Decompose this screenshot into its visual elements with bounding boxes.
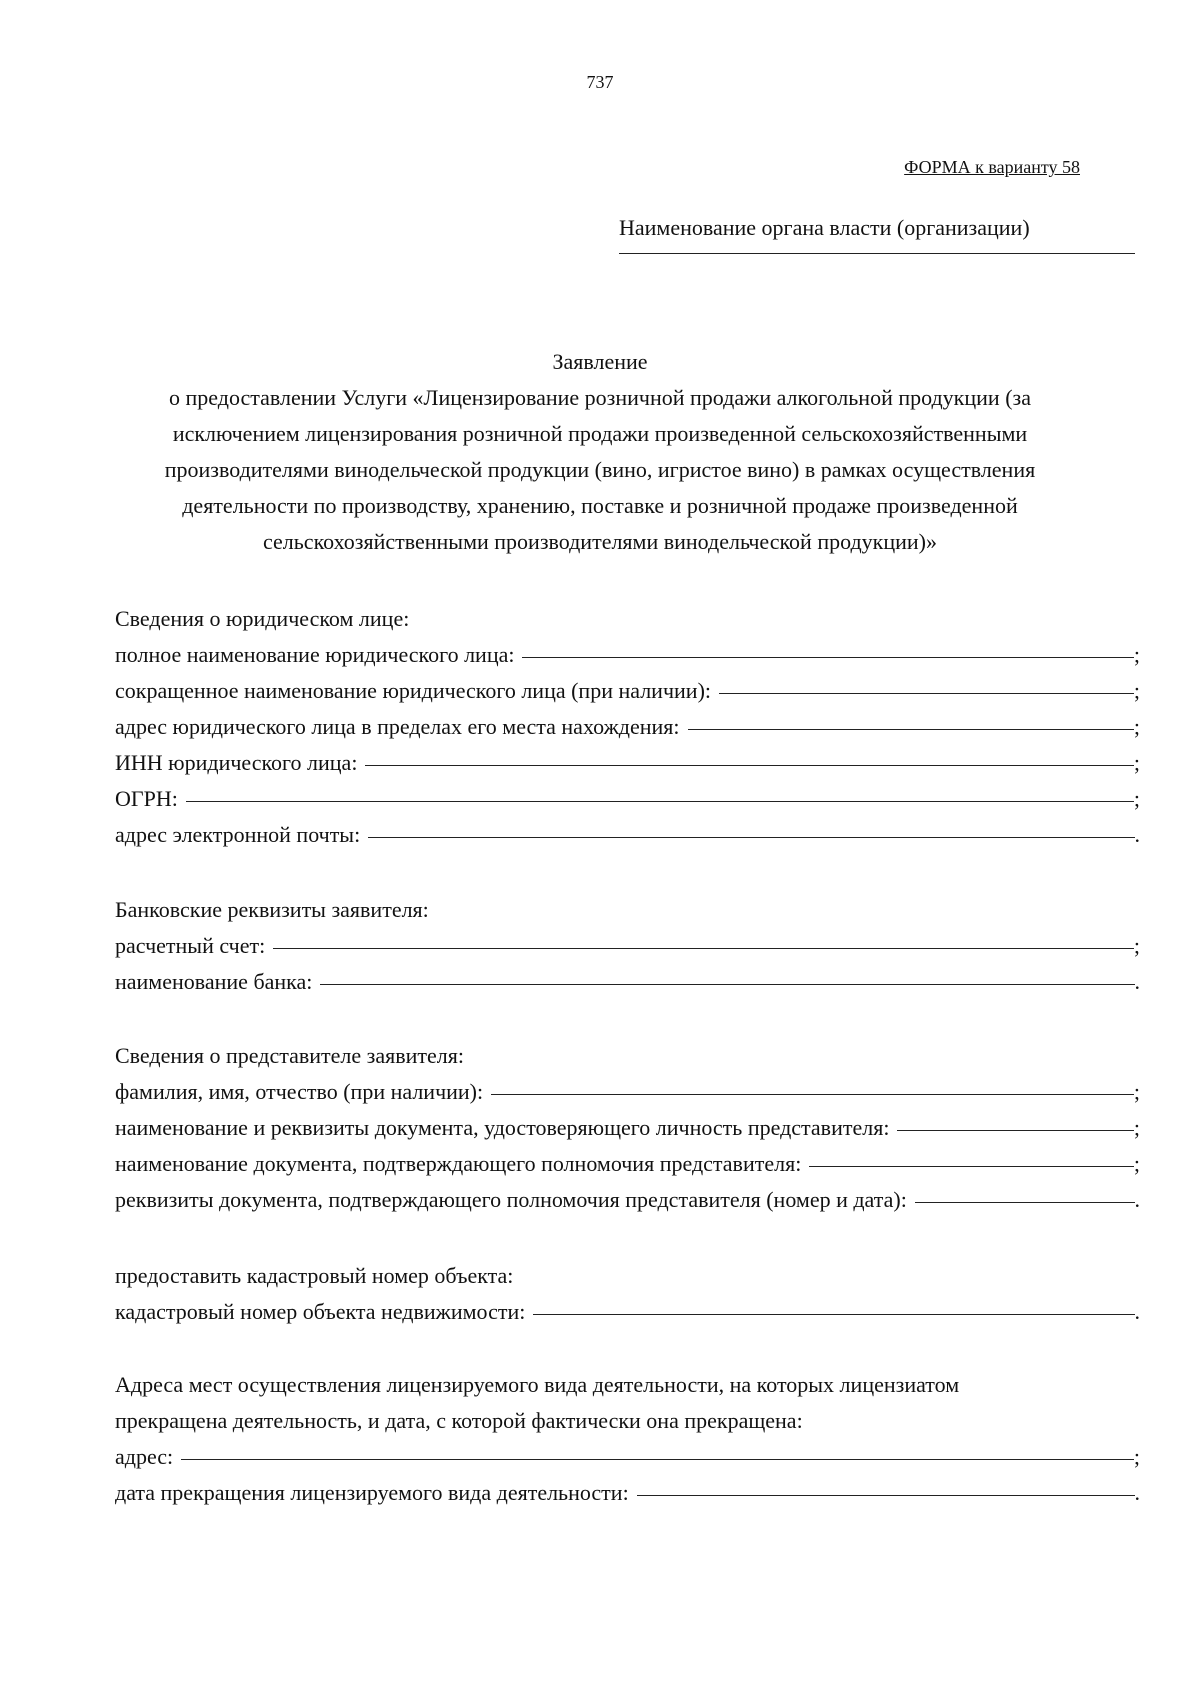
section-heading: Сведения о юридическом лице: — [115, 606, 410, 631]
field-end-mark: ; — [1133, 933, 1140, 958]
legal-entity-section — [115, 601, 1140, 853]
field-activity-address — [115, 1439, 1140, 1475]
field-rep-authority-details — [115, 1182, 1140, 1218]
field-label: фамилия, имя, отчество (при наличии): — [115, 1079, 484, 1104]
field-label: расчетный счет: — [115, 933, 266, 958]
application-title — [100, 344, 1100, 560]
field-end-mark: ; — [1133, 1444, 1140, 1469]
blank-line — [809, 1166, 1134, 1167]
field-cadastral-number — [115, 1294, 1140, 1330]
field-ogrn — [115, 781, 1140, 817]
field-rep-authority-document — [115, 1146, 1140, 1182]
field-end-mark: ; — [1133, 642, 1140, 667]
blank-line — [365, 765, 1133, 766]
blank-line — [320, 984, 1134, 985]
title-line: производителями винодельческой продукции (вино, игристое вино) в рамках осуществления — [164, 457, 1036, 482]
field-end-mark: ; — [1133, 1151, 1140, 1176]
section-heading: Адреса мест осуществления лицензируемого вида деятельности, на которых лицензиатом — [115, 1372, 960, 1397]
blank-line — [533, 1314, 1134, 1315]
addresses-section — [115, 1367, 1140, 1511]
field-label: адрес юридического лица в пределах его места нахождения: — [115, 714, 680, 739]
field-rep-id-document — [115, 1110, 1140, 1146]
field-label: кадастровый номер объекта недвижимости: — [115, 1299, 526, 1324]
blank-line — [368, 837, 1134, 838]
field-label: дата прекращения лицензируемого вида деятельности: — [115, 1480, 629, 1505]
bank-section — [115, 892, 1140, 1000]
title-line: сельскохозяйственными производителями винодельческой продукции)» — [263, 529, 937, 554]
field-bank-name — [115, 964, 1140, 1000]
section-heading: предоставить кадастровый номер объекта: — [115, 1263, 514, 1288]
field-rep-name — [115, 1074, 1140, 1110]
field-end-mark: ; — [1133, 678, 1140, 703]
field-end-mark: . — [1134, 1299, 1140, 1324]
title-line: о предоставлении Услуги «Лицензирование розничной продажи алкогольной продукции (за — [169, 385, 1031, 410]
blank-line — [522, 657, 1133, 658]
blank-line — [273, 948, 1134, 949]
field-address — [115, 709, 1140, 745]
blank-line — [186, 801, 1134, 802]
blank-line — [915, 1202, 1135, 1203]
field-label: полное наименование юридического лица: — [115, 642, 515, 667]
section-heading: Банковские реквизиты заявителя: — [115, 897, 429, 922]
field-end-mark: . — [1134, 1187, 1140, 1212]
authority-label: Наименование органа власти (организации) — [619, 215, 1030, 240]
field-end-mark: ; — [1133, 1079, 1140, 1104]
field-label: наименование документа, подтверждающего полномочия представителя: — [115, 1151, 802, 1176]
blank-line — [181, 1459, 1134, 1460]
field-label: адрес электронной почты: — [115, 822, 361, 847]
title-line: деятельности по производству, хранению, поставке и розничной продаже произведенной — [182, 493, 1018, 518]
field-full-name — [115, 637, 1140, 673]
title-heading: Заявление — [552, 349, 648, 374]
field-account — [115, 928, 1140, 964]
page-number: 737 — [586, 72, 614, 92]
field-label: наименование банка: — [115, 969, 313, 994]
field-label: ОГРН: — [115, 786, 178, 811]
field-end-mark: ; — [1133, 714, 1140, 739]
field-label: адрес: — [115, 1444, 174, 1469]
field-termination-date — [115, 1475, 1140, 1511]
field-short-name — [115, 673, 1140, 709]
form-variant-label: ФОРМА к варианту 58 — [904, 157, 1080, 177]
field-inn — [115, 745, 1140, 781]
field-end-mark: ; — [1133, 750, 1140, 775]
representative-section — [115, 1038, 1140, 1218]
field-label: реквизиты документа, подтверждающего полномочия представителя (номер и дата): — [115, 1187, 907, 1212]
section-heading: Сведения о представителе заявителя: — [115, 1043, 464, 1068]
field-end-mark: . — [1134, 1480, 1140, 1505]
authority-input-line — [619, 253, 1135, 254]
blank-line — [688, 729, 1134, 730]
field-email — [115, 817, 1140, 853]
authority-block — [619, 213, 1139, 254]
blank-line — [897, 1130, 1133, 1131]
title-line: исключением лицензирования розничной продажи произведенной сельскохозяйственными — [172, 421, 1028, 446]
field-end-mark: ; — [1133, 786, 1140, 811]
field-end-mark: ; — [1133, 1115, 1140, 1140]
cadastral-section — [115, 1258, 1140, 1330]
field-label: сокращенное наименование юридического лица (при наличии): — [115, 678, 712, 703]
blank-line — [719, 693, 1134, 694]
field-end-mark: . — [1134, 969, 1140, 994]
field-label: наименование и реквизиты документа, удостоверяющего личность представителя: — [115, 1115, 890, 1140]
field-label: ИНН юридического лица: — [115, 750, 358, 775]
blank-line — [637, 1495, 1135, 1496]
field-end-mark: . — [1134, 822, 1140, 847]
blank-line — [491, 1094, 1134, 1095]
section-heading: прекращена деятельность, и дата, с которой фактически она прекращена: — [115, 1408, 803, 1433]
